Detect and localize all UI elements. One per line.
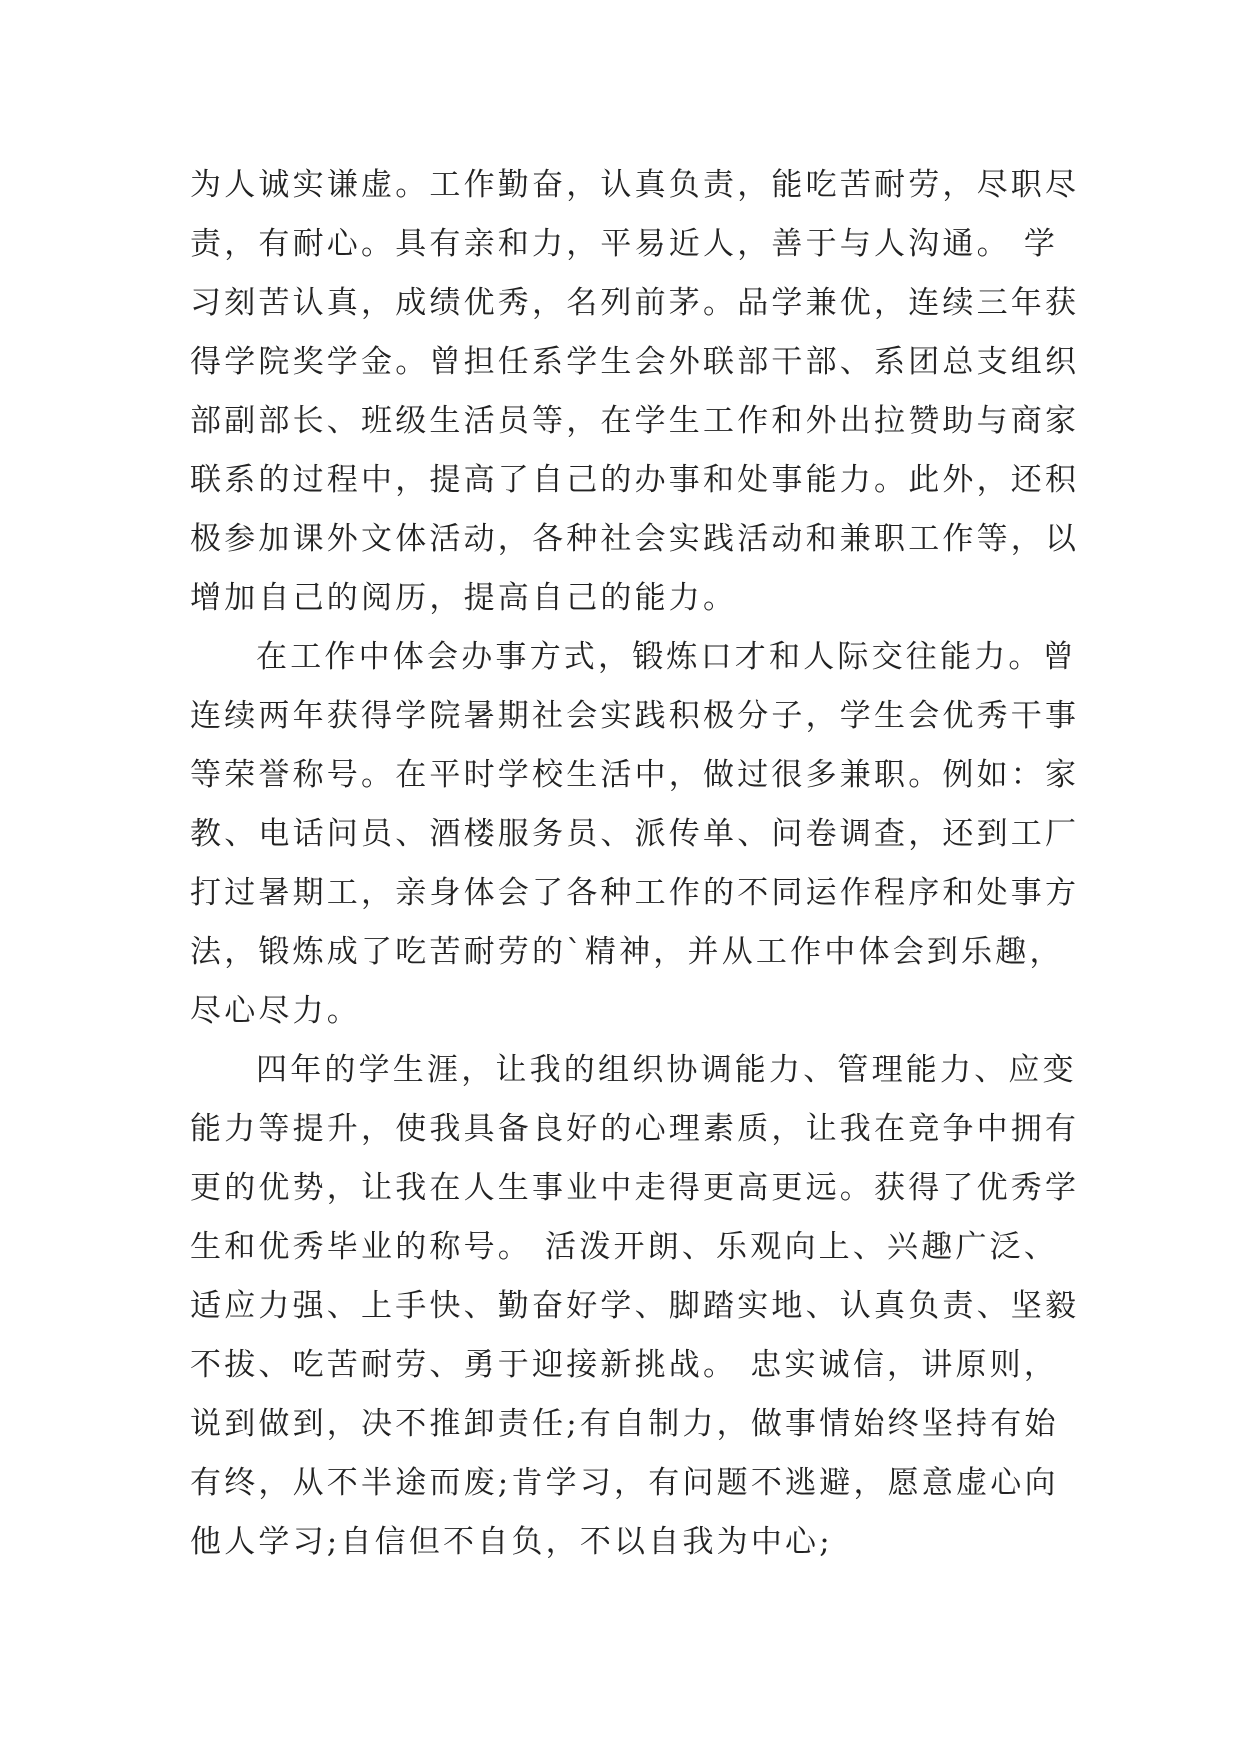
paragraph-2 [190, 628, 1080, 1041]
text-line: 有终，从不半途而废;肯学习，有问题不逃避，愿意虚心向 [190, 1465, 1059, 1501]
text-line: 连续两年获得学院暑期社会实践积极分子，学生会优秀干事 [190, 698, 1080, 734]
text-line: 能力等提升，使我具备良好的心理素质，让我在竞争中拥有 [190, 1111, 1080, 1147]
text-line: 打过暑期工，亲身体会了各种工作的不同运作程序和处事方 [190, 875, 1080, 911]
text-line: 说到做到，决不推卸责任;有自制力，做事情始终坚持有始 [190, 1406, 1059, 1442]
text-line: 生和优秀毕业的称号。 活泼开朗、乐观向上、兴趣广泛、 [190, 1229, 1059, 1265]
text-line: 联系的过程中，提高了自己的办事和处事能力。此外，还积 [190, 462, 1080, 498]
document-body [190, 156, 1080, 1572]
text-line: 得学院奖学金。曾担任系学生会外联部干部、系团总支组织 [190, 344, 1080, 380]
text-line: 更的优势，让我在人生事业中走得更高更远。获得了优秀学 [190, 1170, 1080, 1206]
paragraph-3 [190, 1041, 1080, 1572]
text-line: 法，锻炼成了吃苦耐劳的`精神，并从工作中体会到乐趣， [190, 934, 1064, 970]
text-line: 在工作中体会办事方式，锻炼口才和人际交往能力。曾 [256, 639, 1077, 675]
text-line: 他人学习;自信但不自负，不以自我为中心; [190, 1524, 833, 1560]
text-line: 适应力强、上手快、勤奋好学、脚踏实地、认真负责、坚毅 [190, 1288, 1080, 1324]
text-line: 责，有耐心。具有亲和力，平易近人，善于与人沟通。 学 [190, 226, 1059, 262]
text-line: 习刻苦认真，成绩优秀，名列前茅。品学兼优，连续三年获 [190, 285, 1080, 321]
paragraph-1 [190, 156, 1080, 628]
text-line: 增加自己的阅历，提高自己的能力。 [190, 580, 738, 616]
text-line: 教、电话问员、酒楼服务员、派传单、问卷调查，还到工厂 [190, 816, 1080, 852]
text-line: 等荣誉称号。在平时学校生活中，做过很多兼职。例如：家 [190, 757, 1080, 793]
text-line: 为人诚实谦虚。工作勤奋，认真负责，能吃苦耐劳，尽职尽 [190, 167, 1080, 203]
text-line: 不拔、吃苦耐劳、勇于迎接新挑战。 忠实诚信，讲原则， [190, 1347, 1059, 1383]
text-line: 四年的学生涯，让我的组织协调能力、管理能力、应变 [256, 1052, 1077, 1088]
text-line: 尽心尽力。 [190, 993, 361, 1029]
text-line: 极参加课外文体活动，各种社会实践活动和兼职工作等，以 [190, 521, 1080, 557]
text-line: 部副部长、班级生活员等，在学生工作和外出拉赞助与商家 [190, 403, 1080, 439]
